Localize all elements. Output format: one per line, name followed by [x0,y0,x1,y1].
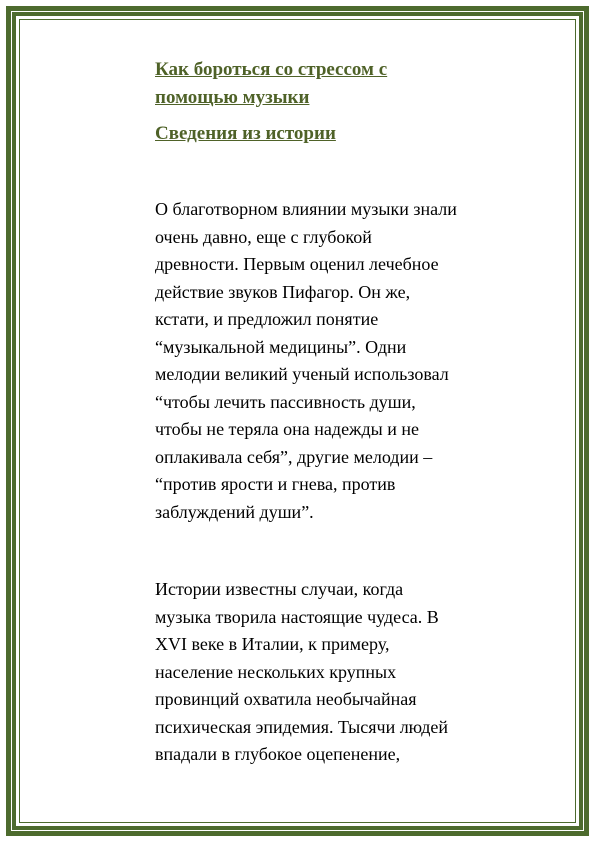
document-title: Как бороться со стрессом с помощью музыки [155,59,388,108]
document-body [155,56,500,769]
paragraph-history-italy: Истории известны случаи, когда музыка творила настоящие чудеса. В XVI веке в Италии, к примеру, население нескольких крупных провинций охватила необычайная психическая эпидемия. Тысячи людей впадали в глубокое оцепенение, [155,579,448,764]
document-subtitle: Сведения из истории [155,123,336,144]
paragraph-history-pythagoras: О благотворном влиянии музыки знали очень давно, еще с глубокой древности. Первым оценил лечебное действие звуков Пифагор. Он же, кстати, и предложил понятие “музыкальной медицины”. Одни мелодии великий ученый использовал “чтобы лечить пассивность души, чтобы не теряла она надежды и не оплакивала себя”, другие мелодии – “против ярости и гнева, против заблуждений души”. [155,199,457,522]
